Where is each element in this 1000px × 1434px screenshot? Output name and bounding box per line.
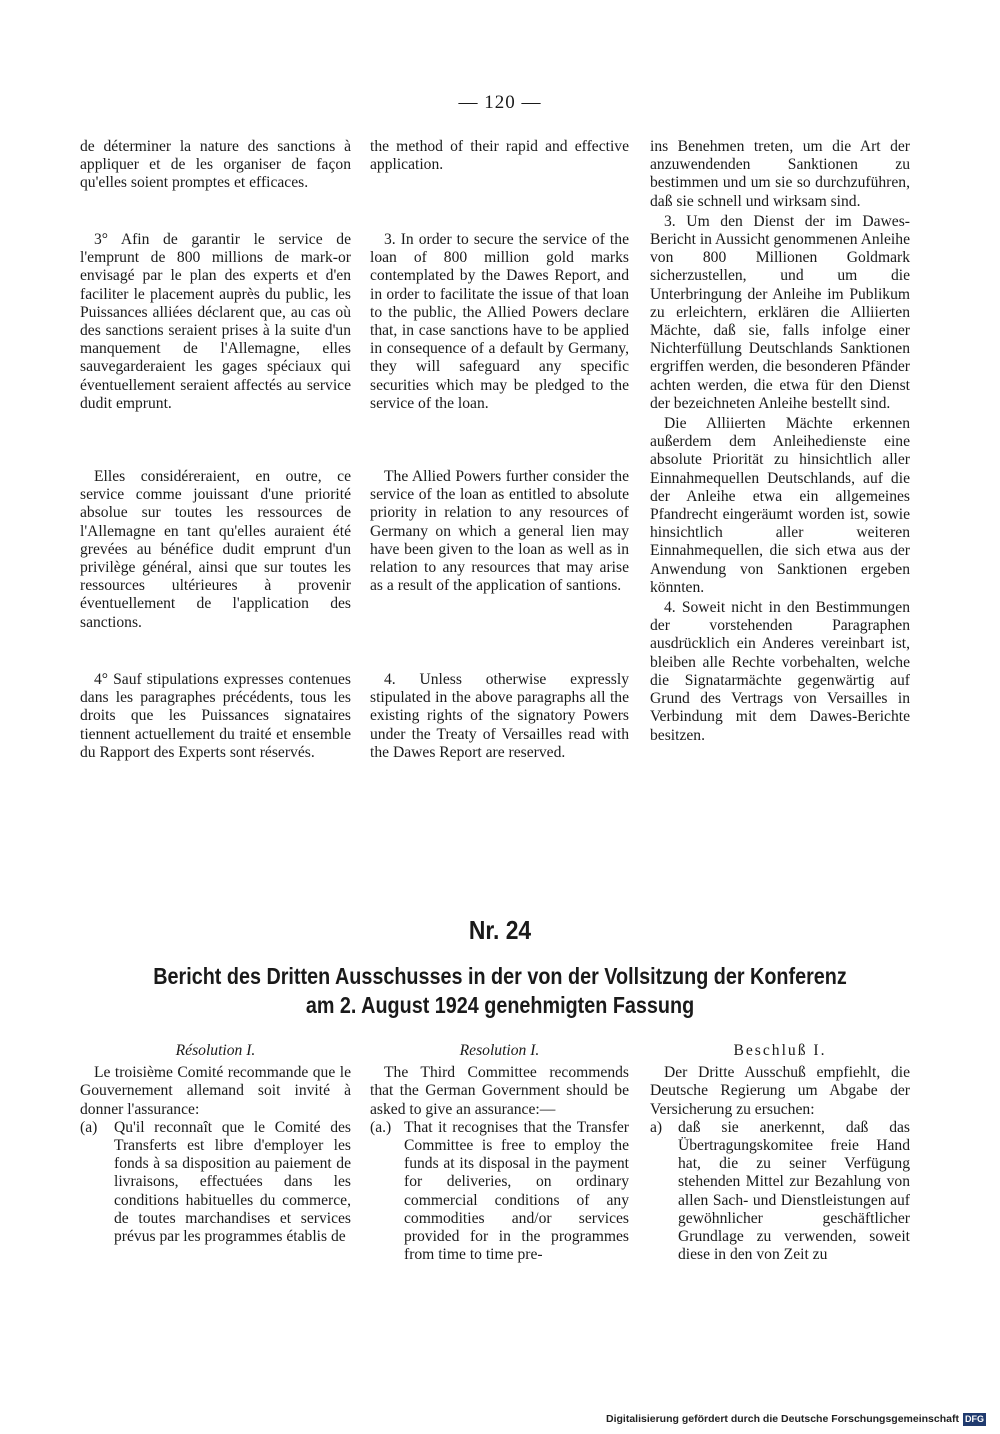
paragraph: Der Dritte Ausschuß empfiehlt, die Deutsche Regierung um Abgabe der Versicherung zu ersuchen: [650,1064,910,1118]
english-paragraph-priority [370,468,629,595]
page-number: — 120 — [458,92,542,113]
item-label: a) [650,1118,663,1136]
french-paragraph-3 [80,231,351,413]
french-column-top [80,138,351,193]
digitization-credit [606,1411,986,1427]
english-column-bottom [370,1042,629,1264]
paragraph: Le troisième Comité recommande que le Gouvernement allemand soit invité à donner l'assurance: [80,1064,351,1118]
german-column-bottom [650,1042,910,1264]
english-column-top [370,138,629,174]
german-column-top [650,138,910,745]
paragraph: 3. Um den Dienst der im Dawes-Bericht in Aussicht genommenen Anleihe von 800 Millionen Goldmark sicherzustellen, und um die Unterbringung der Anleihe im Publikum zu erleichtern, erklären die Alliierten Mächte, daß sie, falls infolge einer Nichterfüllung Deutschlands Sanktionen ergriffen werden, die besonderen Pfänder achten werden, die etwa für den Dienst der bezeichneten Anleihe bestellt sind. [650,212,910,412]
section-title-line: Bericht des Dritten Ausschusses in der von der Vollsitzung der Konferenz [153,963,847,989]
list-item [650,1119,910,1265]
dfg-logo: DFG [964,1413,984,1424]
item-label: (a.) [370,1118,392,1136]
paragraph: Die Alliierten Mächte erkennen außerdem dem Anleihedienste eine absolute Priorität zu hinsichtlich aller Einnahmequellen Deutschlands, auf die der Anleihe etwa ein allgemeines Pfandrecht eingeräumt worden ist, sowie hinsichtlich aller weiteren Einnahmequellen, die sich etwa aus der Anwendung von Sanktionen ergeben könnten. [650,415,910,596]
list-item [370,1119,629,1265]
paragraph: 4° Sauf stipulations expresses contenues dans les paragraphes précédents, tous les droits que les Puissances signataires tiennent actuellement du traité et ensemble du Rapport des Experts sont réservés. [80,671,351,761]
english-paragraph-4 [370,671,629,762]
paragraph: The Third Committee recommends that the German Government should be asked to give an assurance:— [370,1064,629,1118]
item-label: (a) [80,1118,98,1136]
section-title-line: am 2. August 1924 genehmigten Fassung [305,992,695,1018]
credit-text: Digitalisierung gefördert durch die Deutsche Forschungsgemeinschaft [606,1413,959,1425]
list-item [80,1119,351,1246]
section-number: Nr. 24 [468,915,532,945]
item-text: Qu'il reconnaît que le Comité des Transferts est libre d'employer les fonds à sa disposition au paiement de livraisons, effectuées dans les conditions habituelles du commerce, de toutes marchandises et services prévus par les programmes établis de [114,1118,351,1246]
item-text: daß sie anerkennt, daß das Übertragungskomitee freie Hand hat, die zu seiner Verfügung stehenden Mittel zur Bezahlung von allen Sach- und Dienstleistungen auf gewöhnlicher geschäftlicher Grundlage zu verwenden, soweit diese in den von Zeit zu [678,1118,910,1264]
paragraph: 3. In order to secure the service of the loan of 800 million gold marks contemplated by the Dawes Report, and in order to facilitate the issue of that loan to the public, the Allied Powers declare that, in case sanctions have to be applied in consequence of a default by Germany, they will safeguard any specific securities which may be pledged to the service of the loan. [370,231,629,412]
paragraph: de déterminer la nature des sanctions à appliquer et de les organiser de façon qu'elles soient promptes et efficaces. [80,138,351,192]
french-column-bottom [80,1042,351,1246]
item-text: That it recognises that the Transfer Committee is free to employ the funds at its disposal in the payment for deliveries, on ordinary commercial conditions of any commodities and/or services provided for in the programmes from time to time pre- [404,1118,629,1264]
french-paragraph-priority [80,468,351,632]
section-title [70,962,930,1020]
resolution-heading: Résolution I. [175,1042,256,1059]
paragraph: The Allied Powers further consider the service of the loan as entitled to absolute priority in relation to any resources of Germany on which a general lien may have been given to the loan as well as in relation to any resources that may arise as a result of the application of santions. [370,468,629,595]
paragraph: ins Benehmen treten, um die Art der anzuwendenden Sanktionen zu bestimmen und um sie so durchzuführen, daß sie schnell und wirksam sind. [650,138,910,210]
resolution-heading: Beschluß I. [733,1042,827,1059]
english-paragraph-3 [370,231,629,413]
french-paragraph-4 [80,671,351,762]
paragraph: 3° Afin de garantir le service de l'emprunt de 800 millions de mark-or envisagé par le plan des experts et d'en faciliter le placement auprès du public, les Puissances alliées déclarent que, au cas où des sanctions seraient prises à la suite d'un manquement de l'Allemagne, elles sauvegarderaient les gages spéciaux qui éventuellement seraient affectés au service dudit emprunt. [80,231,351,412]
paragraph: the method of their rapid and effective application. [370,138,629,174]
paragraph: 4. Unless otherwise expressly stipulated in the above paragraphs all the existing rights of the signatory Powers under the Treaty of Versailles read with the Dawes Report are reserved. [370,671,629,761]
resolution-heading: Resolution I. [459,1042,540,1059]
paragraph: Elles considéreraient, en outre, ce service comme jouissant d'une priorité absolue sur toutes les ressources de l'Allemagne en tant qu'elles auraient été grevées au bénéfice dudit emprunt d'un privilège général, ainsi que sur toutes les ressources ultérieures à provenir éventuellement de l'application des sanctions. [80,468,351,631]
paragraph: 4. Soweit nicht in den Bestimmungen der vorstehenden Paragraphen ausdrücklich ein Anderes vereinbart ist, bleiben alle Rechte vorbehalten, welche die Signatarmächte gegenwärtig auf Grund des Vertrags von Versailles in Verbindung mit dem Dawes-Berichte besitzen. [650,599,910,744]
